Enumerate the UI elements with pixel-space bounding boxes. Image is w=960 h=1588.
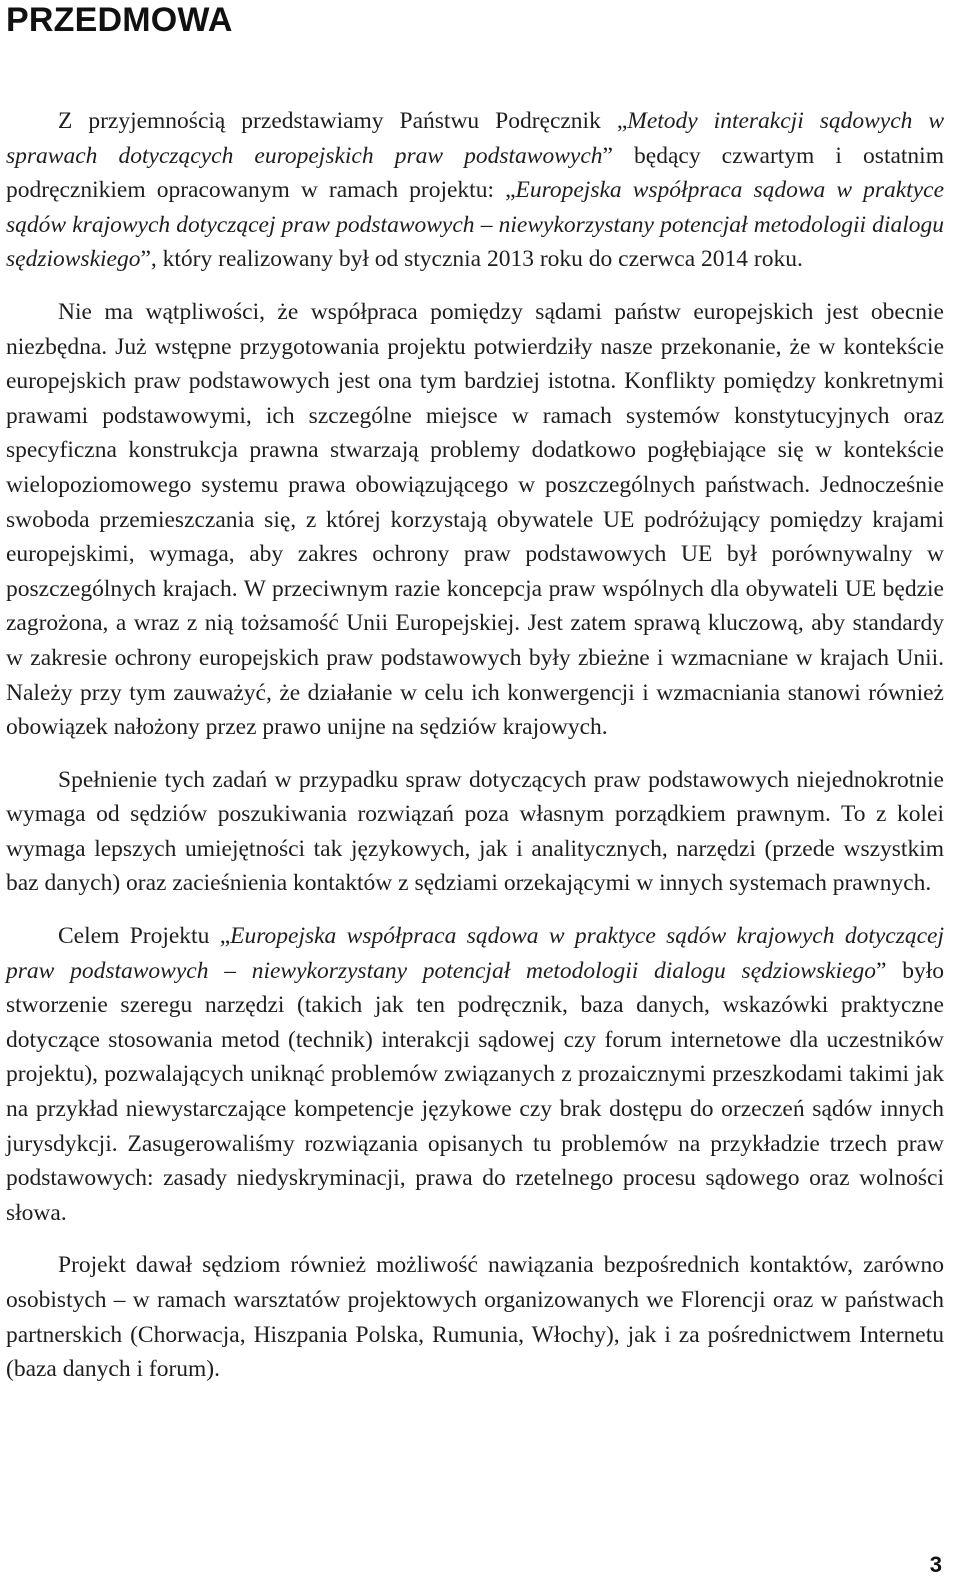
paragraph-1-text: będący czwartym i ostatnim podręcznikiem opracowanym w ramach projektu: [6,142,944,204]
paragraph-4 [6,919,944,1230]
page-title: PRZEDMOWA [6,1,233,39]
quote-close: ” [602,142,613,169]
paragraph-1-text: Z przyjemnością przedstawiamy Państwu Podręcznik [58,108,617,134]
handbook-title: Metody interakcji sądowych w sprawach dotyczących europejskich praw podstawowych [6,108,945,169]
paragraph-5: Projekt dawał sędziom również możliwość nawiązania bezpośrednich kontaktów, zarówno osobistych – w ramach warsztatów projektowych organizowanych we Florencji oraz w państwach partnerskich (Chorwacja, Hiszpania Polska, Rumunia, Włochy), jak i za pośrednictwem Internetu (baza danych i forum). [6,1252,944,1383]
page-number: 3 [929,1552,942,1577]
paragraph-4-text: było stworzenie szeregu narzędzi (takich jak ten podręcznik, baza danych, wskazówki praktyczne dotyczące stosowania metod (technik) interakcji sądowej czy forum internetowe dla uczestników projektu), pozwalających uniknąć problemów związanych z prozaicznymi przeszkodami takimi jak na przykład niewystarczające kompetencje językowe czy brak dostępu do orzeczeń sądów innych jurysdykcji. Zasugerowaliśmy rozwiązania opisanych tu problemów na przykładzie trzech praw podstawowych: zasady niedyskryminacji, prawa do rzetelnego procesu sądowego oraz wolności słowa. [6,957,944,1226]
quote-open: „ [616,108,628,134]
paragraph-3: Spełnienie tych zadań w przypadku spraw dotyczących praw podstawowych niejednokrotnie wymaga od sędziów poszukiwania rozwiązań poza własnym porządkiem prawnym. To z kolei wymaga lepszych umiejętności tak językowych, jak i analitycznych, narzędzi (przede wszystkim baz danych) oraz zacieśnienia kontaktów z sędziami orzekającymi w innych systemach prawnych. [6,766,944,897]
quote-open: „ [505,177,516,204]
paragraph-1 [6,104,944,277]
quote-open: „ [219,923,231,950]
quote-close: ” [876,957,887,984]
document-body [6,104,944,1405]
project-title: Europejska współpraca sądowa w praktyce sądów krajowych dotyczącej praw podstawowych – niewykorzystany potencjał metodologii dialogu sędziowskiego [6,923,944,984]
paragraph-4-text: Celem Projektu [58,923,220,950]
quote-close: ” [140,246,151,273]
paragraph-2: Nie ma wątpliwości, że współpraca pomiędzy sądami państw europejskich jest obecnie niezbędna. Już wstępne przygotowania projektu potwierdziły nasze przekonanie, że w kontekście europejskich praw podstawowych jest ona tym bardziej istotna. Konflikty pomiędzy konkretnymi prawami podstawowymi, ich szczególne miejsce w ramach systemów konstytucyjnych oraz specyficzna konstrukcja prawna stwarzają problemy dodatkowo pogłębiające się w kontekście wielopoziomowego systemu prawa obowiązującego w poszczególnych państwach. Jednocześnie swoboda przemieszczania się, z której korzystają obywatele UE podróżujący pomiędzy krajami europejskimi, wymaga, aby zakres ochrony praw podstawowych UE był porównywalny w poszczególnych krajach. W przeciwnym razie koncepcja praw wspólnych dla obywateli UE będzie zagrożona, a wraz z nią tożsamość Unii Europejskiej. Jest zatem sprawą kluczową, aby standardy w zakresie ochrony europejskich praw podstawowych były zbieżne i wzmacniane w krajach Unii. Należy przy tym zauważyć, że działanie w celu ich konwergencji i wzmacniania stanowi również obowiązek nałożony przez prawo unijne na sędziów krajowych. [6,298,944,741]
project-title: Europejska współpraca sądowa w praktyce sądów krajowych dotyczącej praw podstawowych – niewykorzystany potencjał metodologii dialogu sędziowskiego [6,177,944,273]
paragraph-1-text: , który realizowany był od stycznia 2013 roku do czerwca 2014 roku. [150,246,803,273]
